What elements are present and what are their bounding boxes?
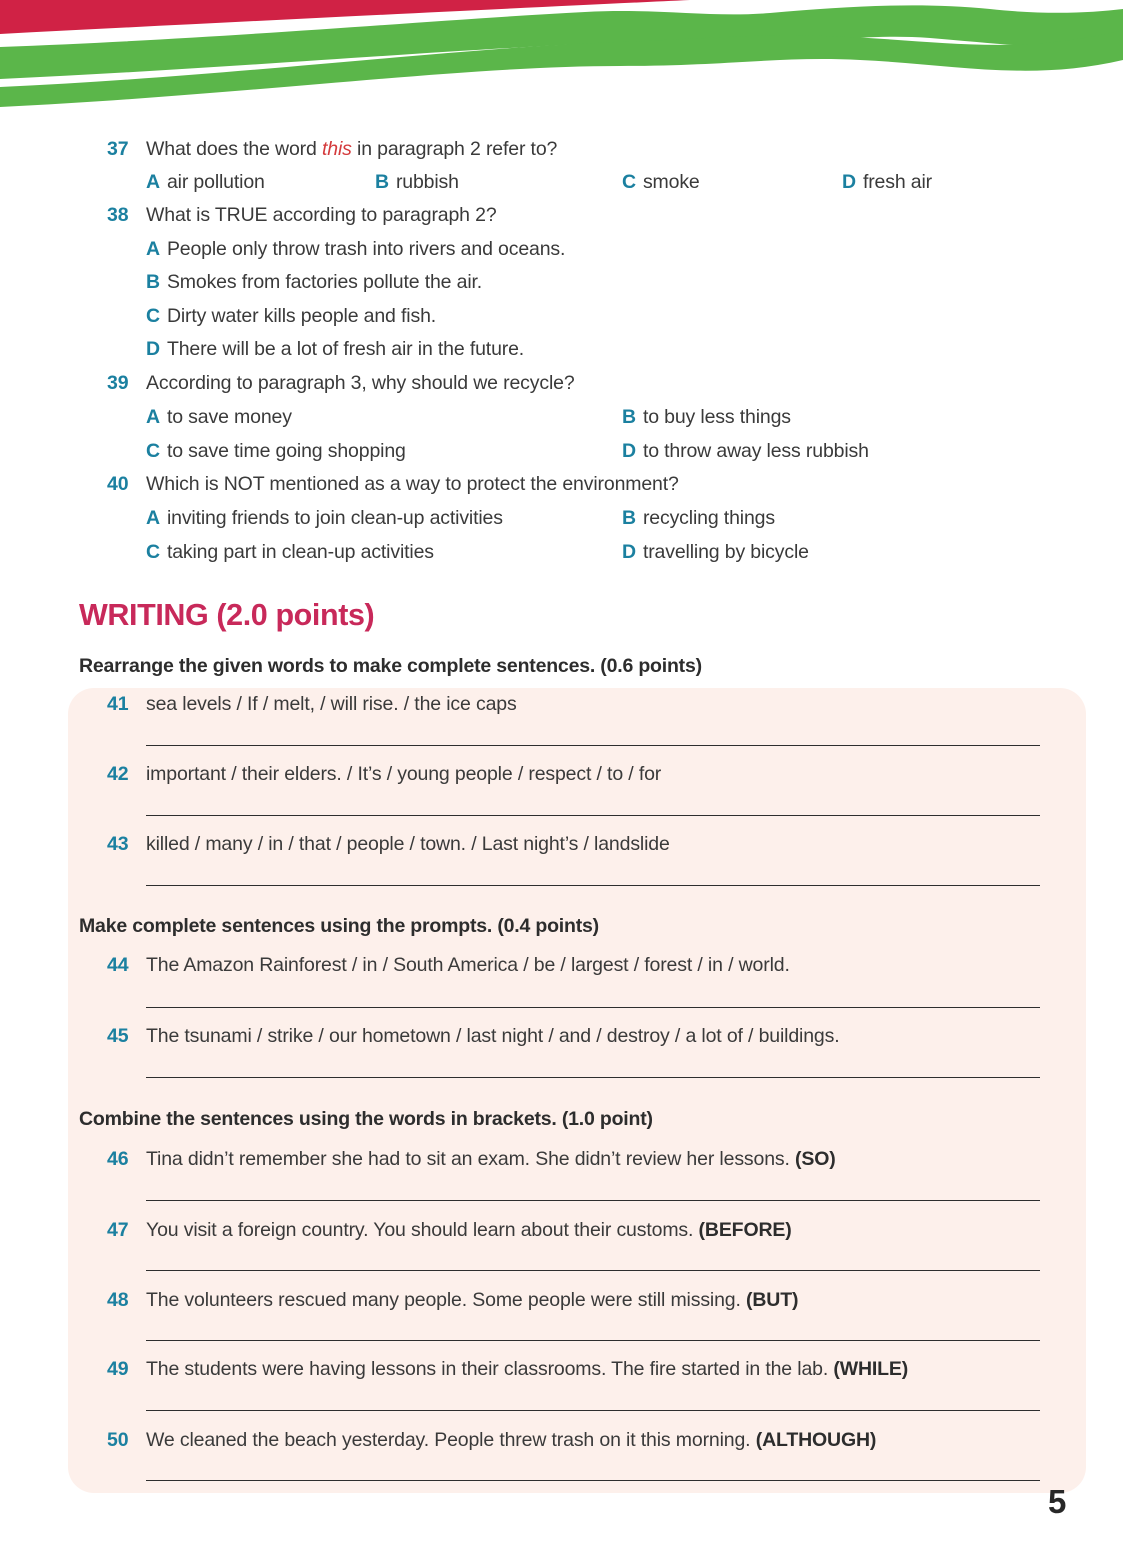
item-number: 46	[107, 1148, 129, 1170]
question-40-options-row1	[0, 507, 1123, 533]
option-text: inviting friends to join clean-up activities	[166, 507, 503, 529]
writing-item-41	[0, 693, 1123, 719]
option-38-d	[0, 338, 1123, 364]
option-40-b	[622, 507, 775, 530]
option-39-a	[146, 406, 292, 429]
highlighted-word: this	[322, 138, 352, 160]
option-letter: A	[146, 406, 160, 428]
item-number: 43	[107, 833, 129, 855]
question-text	[146, 138, 557, 161]
option-39-b	[622, 406, 791, 429]
option-39-c	[146, 440, 406, 463]
option-37-d	[842, 171, 932, 194]
option-39-d	[622, 440, 869, 463]
option-letter: D	[842, 171, 856, 193]
question-text-suffix: in paragraph 2 refer to?	[351, 138, 558, 160]
option-text: to buy less things	[642, 406, 791, 428]
option-38-a	[0, 238, 1123, 264]
item-text: The Amazon Rainforest / in / South America / be / largest / forest / in / world.	[146, 954, 790, 976]
answer-line-49	[146, 1410, 1040, 1411]
item-number: 44	[107, 954, 129, 976]
question-text: Which is NOT mentioned as a way to protect the environment?	[146, 473, 679, 495]
option-text: air pollution	[166, 171, 265, 193]
bracket-word: (SO)	[795, 1148, 836, 1170]
option-letter: C	[622, 171, 636, 193]
writing-section-title: WRITING (2.0 points)	[79, 598, 375, 632]
option-letter: A	[146, 171, 160, 193]
item-text: The volunteers rescued many people. Some people were still missing. (BUT)	[146, 1289, 799, 1311]
question-39	[0, 372, 1123, 398]
option-letter: D	[622, 440, 636, 462]
answer-line-48	[146, 1340, 1040, 1341]
answer-line-44	[146, 1007, 1040, 1008]
item-text: important / their elders. / It’s / young people / respect / to / for	[146, 763, 662, 785]
bracket-word: (WHILE)	[833, 1358, 909, 1380]
question-number: 40	[107, 473, 129, 495]
option-40-d	[622, 541, 809, 564]
option-letter: B	[146, 271, 160, 293]
option-38-b	[0, 271, 1123, 297]
item-text: The students were having lessons in their classrooms. The fire started in the lab. (WHILE)	[146, 1358, 909, 1380]
question-number: 37	[107, 138, 129, 160]
option-letter: C	[146, 305, 160, 327]
item-text: The tsunami / strike / our hometown / last night / and / destroy / a lot of / buildings.	[146, 1025, 840, 1047]
question-number: 38	[107, 204, 129, 226]
option-text: Smokes from factories pollute the air.	[166, 271, 483, 293]
option-40-c	[146, 541, 434, 564]
option-38-c	[0, 305, 1123, 331]
option-text: rubbish	[395, 171, 459, 193]
option-text: to save time going shopping	[166, 440, 406, 462]
question-39-options-row2	[0, 440, 1123, 466]
question-37	[0, 138, 1123, 164]
answer-line-46	[146, 1200, 1040, 1201]
item-number: 47	[107, 1219, 129, 1241]
item-number: 50	[107, 1429, 129, 1451]
instruction-make-sentences: Make complete sentences using the prompts. (0.4 points)	[79, 915, 599, 937]
bracket-word: (BEFORE)	[698, 1219, 792, 1241]
option-37-a	[146, 171, 265, 194]
writing-item-42	[0, 763, 1123, 789]
option-text: People only throw trash into rivers and oceans.	[166, 238, 566, 260]
option-letter: B	[622, 507, 636, 529]
item-text: sea levels / If / melt, / will rise. / the ice caps	[146, 693, 517, 715]
writing-item-43	[0, 833, 1123, 859]
writing-item-50	[0, 1429, 1123, 1455]
option-letter: C	[146, 541, 160, 563]
page-number: 5	[1048, 1483, 1067, 1520]
writing-item-48	[0, 1289, 1123, 1315]
option-text: to throw away less rubbish	[642, 440, 869, 462]
writing-item-45	[0, 1025, 1123, 1051]
writing-item-46	[0, 1148, 1123, 1174]
instruction-rearrange: Rearrange the given words to make complete sentences. (0.6 points)	[79, 655, 702, 677]
writing-item-49	[0, 1358, 1123, 1384]
option-text: fresh air	[862, 171, 933, 193]
question-text-prefix: What does the word	[146, 138, 322, 160]
option-40-a	[146, 507, 503, 530]
option-letter: C	[146, 440, 160, 462]
question-text: According to paragraph 3, why should we recycle?	[146, 372, 575, 394]
question-38	[0, 204, 1123, 230]
item-text: killed / many / in / that / people / town. / Last night’s / landslide	[146, 833, 670, 855]
bracket-word: (BUT)	[746, 1289, 799, 1311]
item-text: You visit a foreign country. You should learn about their customs. (BEFORE)	[146, 1219, 792, 1241]
item-text: Tina didn’t remember she had to sit an exam. She didn’t review her lessons. (SO)	[146, 1148, 836, 1170]
option-letter: A	[146, 507, 160, 529]
writing-item-44	[0, 954, 1123, 980]
answer-line-47	[146, 1270, 1040, 1271]
option-text: recycling things	[642, 507, 775, 529]
option-text: to save money	[166, 406, 292, 428]
option-text: travelling by bicycle	[642, 541, 809, 563]
item-number: 42	[107, 763, 129, 785]
decorative-header-swoosh	[0, 0, 1123, 122]
question-37-options	[0, 171, 1123, 197]
instruction-combine-sentences: Combine the sentences using the words in brackets. (1.0 point)	[79, 1108, 653, 1130]
option-letter: D	[622, 541, 636, 563]
item-number: 45	[107, 1025, 129, 1047]
answer-line-42	[146, 815, 1040, 816]
answer-line-50	[146, 1480, 1040, 1481]
answer-line-41	[146, 745, 1040, 746]
question-number: 39	[107, 372, 129, 394]
option-text: Dirty water kills people and fish.	[166, 305, 437, 327]
bracket-word: (ALTHOUGH)	[755, 1429, 877, 1451]
option-letter: A	[146, 238, 160, 260]
option-text: smoke	[642, 171, 700, 193]
question-text: What is TRUE according to paragraph 2?	[146, 204, 497, 226]
writing-item-47	[0, 1219, 1123, 1245]
item-text: We cleaned the beach yesterday. People threw trash on it this morning. (ALTHOUGH)	[146, 1429, 877, 1451]
question-39-options-row1	[0, 406, 1123, 432]
answer-line-43	[146, 885, 1040, 886]
answer-line-45	[146, 1077, 1040, 1078]
option-letter: B	[622, 406, 636, 428]
option-letter: D	[146, 338, 160, 360]
question-40	[0, 473, 1123, 499]
option-37-b	[375, 171, 459, 194]
option-text: There will be a lot of fresh air in the future.	[166, 338, 525, 360]
option-letter: B	[375, 171, 389, 193]
option-text: taking part in clean-up activities	[166, 541, 434, 563]
option-37-c	[622, 171, 700, 194]
item-number: 48	[107, 1289, 129, 1311]
item-number: 41	[107, 693, 129, 715]
question-40-options-row2	[0, 541, 1123, 567]
item-number: 49	[107, 1358, 129, 1380]
